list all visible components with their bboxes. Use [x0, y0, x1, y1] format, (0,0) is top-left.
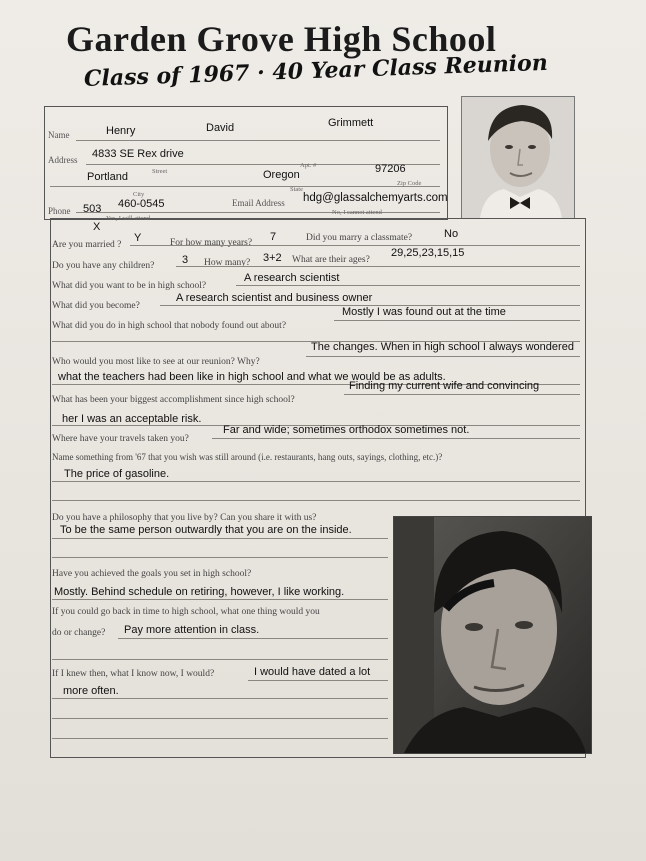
- go-back-line-2: [52, 659, 388, 660]
- how-many-question: How many?: [204, 258, 251, 268]
- apt-caption: Apt. #: [300, 162, 317, 169]
- go-back-answer: Pay more attention in class.: [124, 624, 260, 636]
- see-answer-line1: The changes. When in high school I always wondered: [311, 341, 574, 353]
- philosophy-line-2: [52, 557, 388, 558]
- goals-answer: Mostly. Behind schedule on retiring, however, I like working.: [54, 586, 345, 598]
- state-value: Oregon: [263, 169, 300, 181]
- accomplishment-question: What has been your biggest accomplishment since high school?: [52, 395, 295, 405]
- want-answer: A research scientist: [244, 272, 340, 284]
- page-title: Garden Grove High School: [66, 19, 497, 59]
- knew-answer-line1: I would have dated a lot: [254, 666, 371, 678]
- attend-no-option: No, I cannot attend: [332, 209, 382, 216]
- travel-question: Where have your travels taken you?: [52, 434, 189, 444]
- first-name-value: Henry: [106, 125, 136, 137]
- attend-checkmark: X: [93, 221, 101, 233]
- become-question: What did you become?: [52, 301, 140, 311]
- ages-answer: 29,25,23,15,15: [391, 247, 465, 259]
- city-line: [50, 186, 440, 187]
- classmate-answer: No: [444, 228, 459, 240]
- secret-line: [334, 320, 580, 321]
- email-value: hdg@glassalchemyarts.com: [303, 192, 448, 204]
- phone-number-value: 460-0545: [118, 198, 165, 210]
- goals-question: Have you achieved the goals you set in high school?: [52, 569, 252, 579]
- see-question: Who would you most like to see at our reunion? Why?: [52, 357, 260, 367]
- city-caption: City: [133, 191, 145, 198]
- travel-line: [212, 438, 580, 439]
- philosophy-line: [52, 538, 388, 539]
- philosophy-question: Do you have a philosophy that you live by? Can you share it with us?: [52, 513, 317, 523]
- accomplishment-answer-line2: her I was an acceptable risk.: [62, 413, 202, 425]
- phone-label: Phone: [48, 206, 71, 216]
- see-line: [306, 356, 580, 357]
- children-answer: 3: [182, 254, 189, 266]
- yearbook-photo: [461, 96, 575, 219]
- go-back-question-line1: If you could go back in time to high school, what one thing would you: [52, 607, 320, 617]
- knew-line-4: [52, 738, 388, 739]
- classmate-question: Did you marry a classmate?: [306, 233, 413, 243]
- middle-name-value: David: [206, 122, 235, 134]
- zip-caption: Zip Code: [397, 180, 422, 187]
- goals-line: [52, 599, 388, 600]
- attend-yes-option: Yes, I will attend: [106, 215, 151, 222]
- last-name-value: Grimmett: [328, 117, 374, 129]
- years-answer: 7: [270, 231, 277, 243]
- wish-line: [52, 481, 580, 482]
- married-line: [130, 245, 580, 246]
- children-line: [176, 266, 580, 267]
- go-back-line: [118, 638, 388, 639]
- state-caption: State: [290, 186, 303, 193]
- name-line: [76, 140, 440, 141]
- philosophy-answer: To be the same person outwardly that you are on the inside.: [60, 524, 352, 536]
- accomplishment-answer-line1: Finding my current wife and convincing: [349, 380, 540, 392]
- knew-line-3: [52, 718, 388, 719]
- accomplishment-line: [344, 394, 580, 395]
- phone-line: [76, 212, 440, 213]
- secret-answer: Mostly I was found out at the time: [342, 306, 506, 318]
- email-label: Email Address: [232, 198, 285, 208]
- married-answer: Y: [134, 232, 142, 244]
- years-question: For how many years?: [170, 238, 253, 248]
- zip-value: 97206: [375, 163, 406, 175]
- address-label: Address: [48, 155, 78, 165]
- want-question: What did you want to be in high school?: [52, 281, 207, 291]
- knew-question: If I knew then, what I know now, I would?: [52, 669, 215, 679]
- street-value: 4833 SE Rex drive: [92, 148, 184, 160]
- travel-answer: Far and wide; sometimes orthodox sometimes not.: [223, 424, 470, 436]
- go-back-question-line2: do or change?: [52, 628, 106, 638]
- bleed-through-text: [30, 0, 39, 28]
- current-photo: [393, 516, 592, 754]
- street-caption: Street: [152, 168, 168, 175]
- children-question: Do you have any children?: [52, 261, 155, 271]
- secret-question: What did you do in high school that nobody found out about?: [52, 321, 287, 331]
- knew-line: [248, 680, 388, 681]
- city-value: Portland: [87, 171, 128, 183]
- reunion-subtitle: Class of 1967 · 40 Year Class Reunion: [83, 49, 549, 92]
- wish-line-2: [52, 500, 580, 501]
- ages-question: What are their ages?: [292, 255, 370, 265]
- knew-answer-line2: more often.: [63, 685, 119, 697]
- become-answer: A research scientist and business owner: [176, 292, 373, 304]
- how-many-answer: 3+2: [263, 252, 282, 264]
- wish-answer: The price of gasoline.: [64, 468, 170, 480]
- name-label: Name: [48, 130, 70, 140]
- phone-area-value: 503: [83, 203, 102, 215]
- married-question: Are you married ?: [52, 240, 122, 250]
- see-answer-line2: what the teachers had been like in high school and what we would be as adults.: [58, 371, 446, 383]
- want-line: [236, 285, 580, 286]
- knew-line-2: [52, 698, 388, 699]
- box-divider: [50, 218, 584, 219]
- wish-question: Name something from '67 that you wish was still around (i.e. restaurants, hang outs, sayings, clothing, etc.)?: [52, 452, 443, 462]
